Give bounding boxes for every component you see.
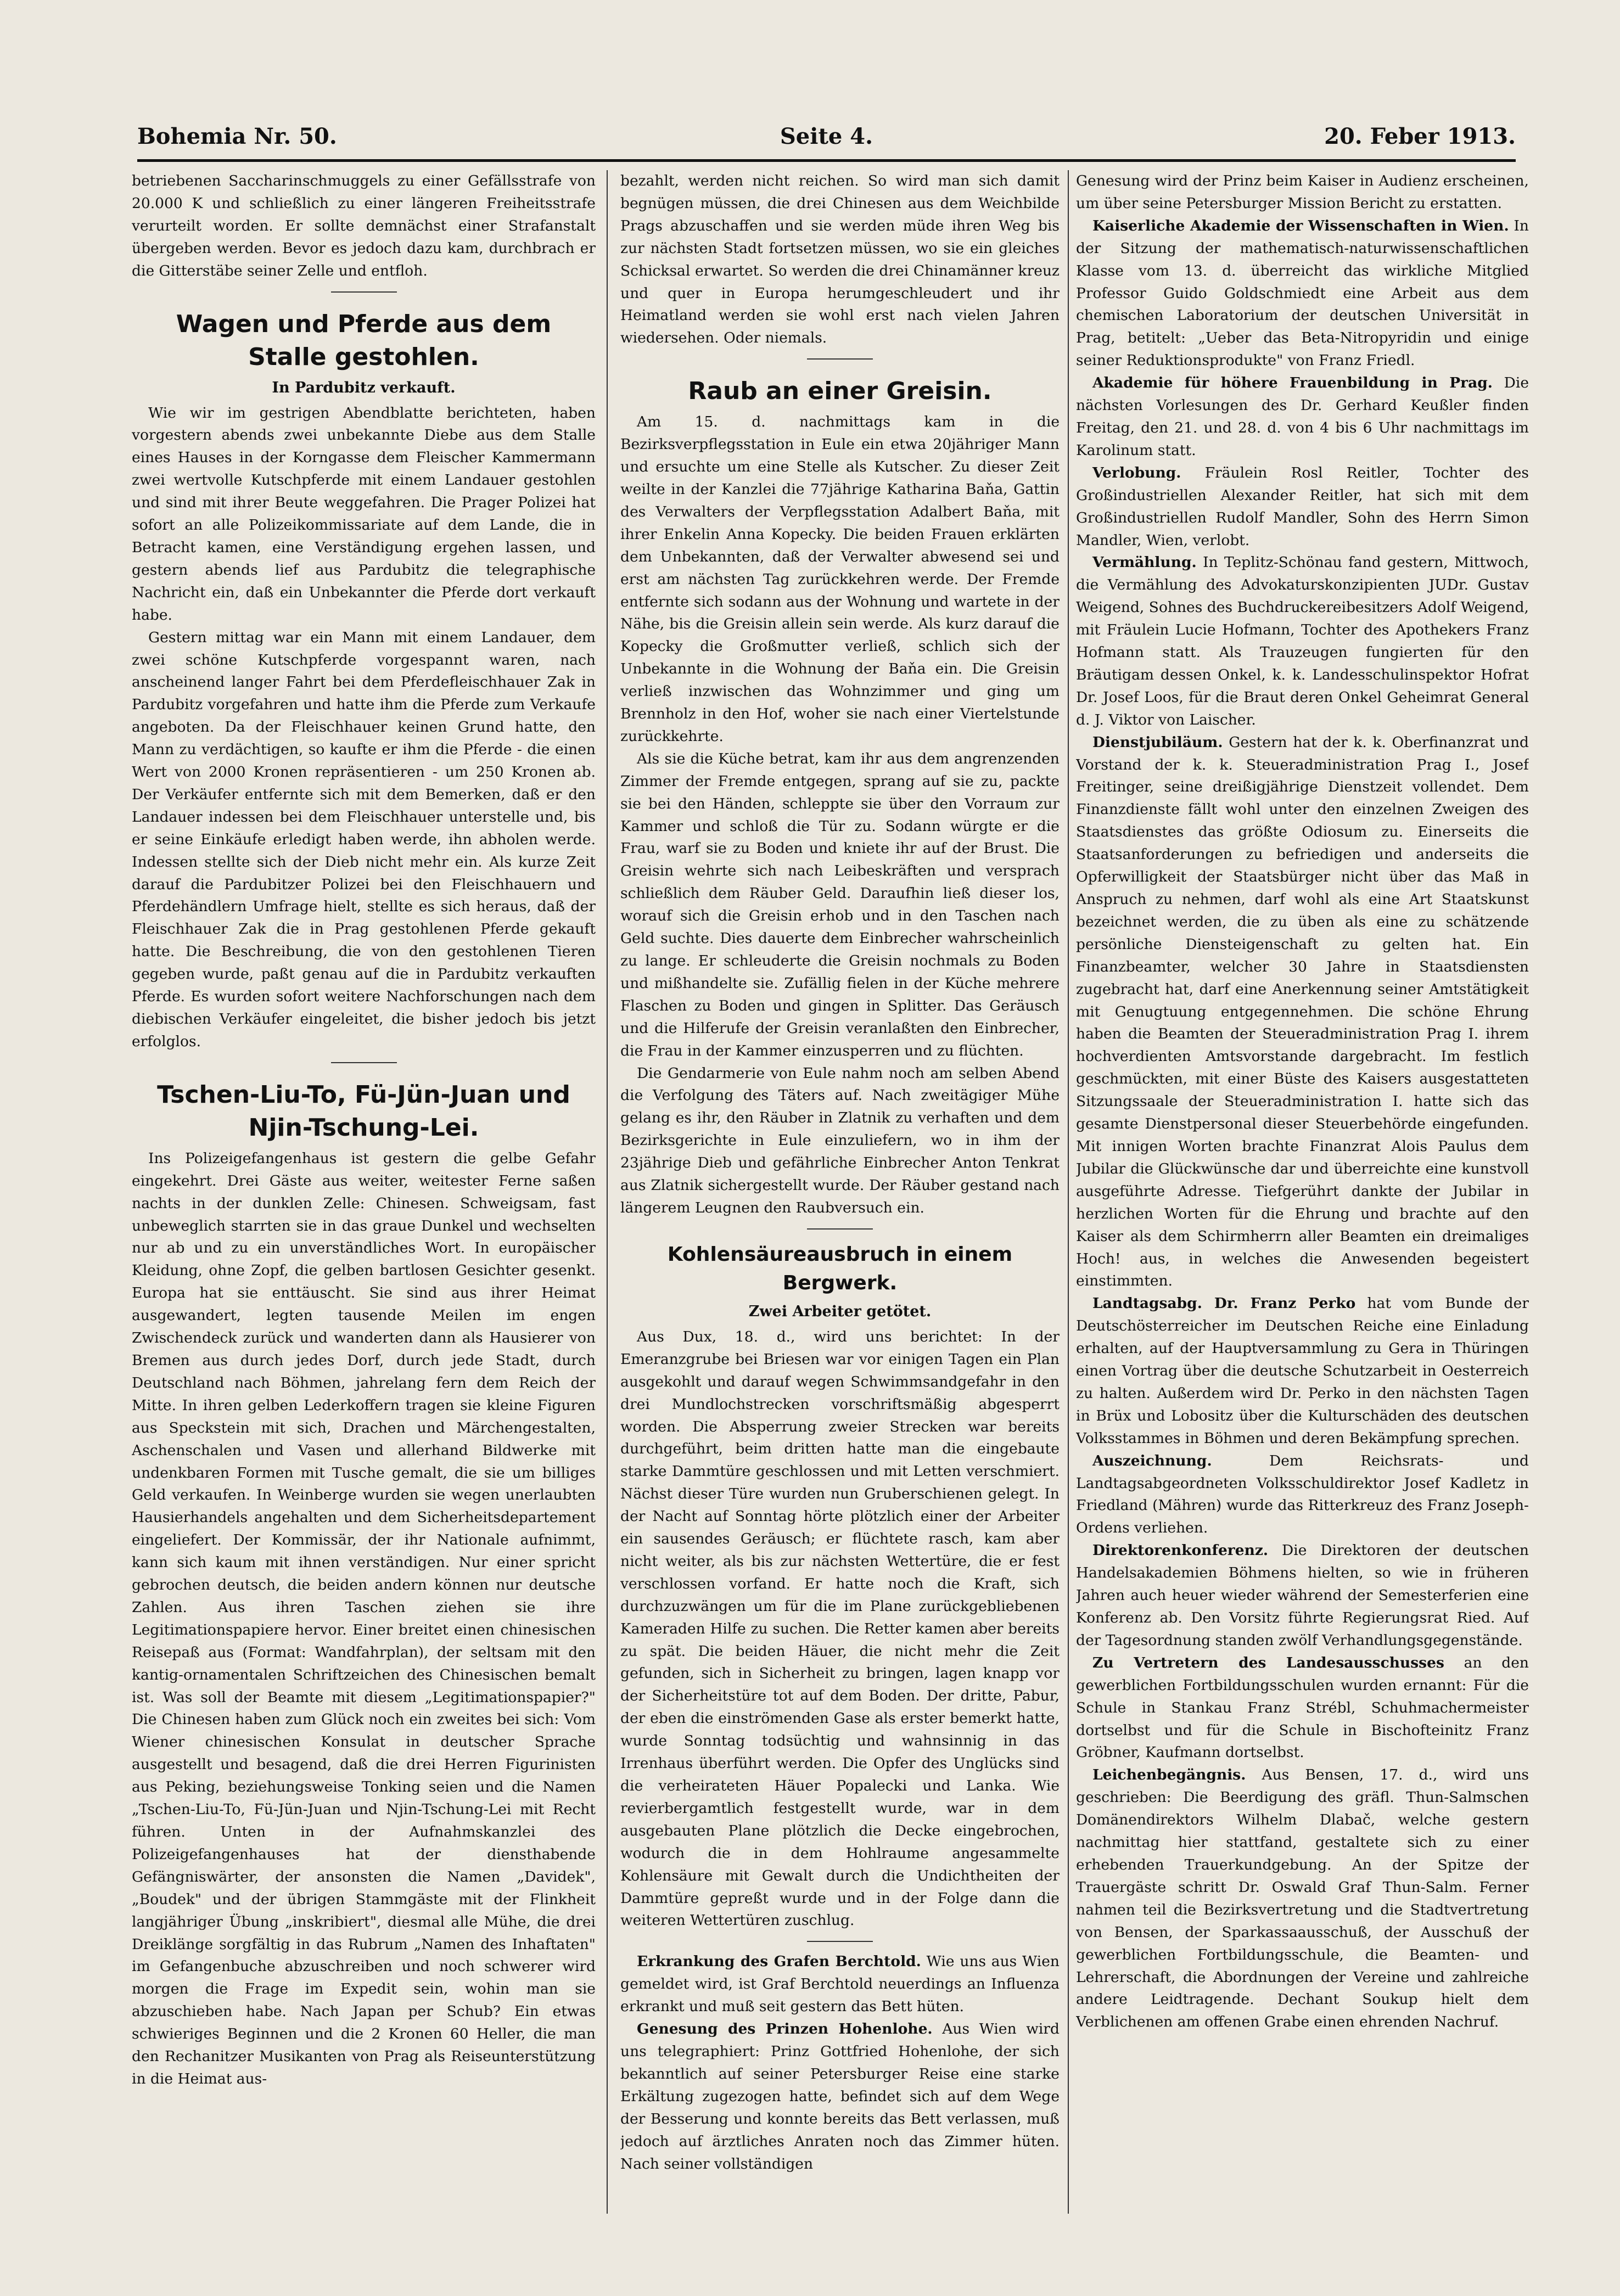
page-number: Seite 4. xyxy=(780,123,873,149)
news-item xyxy=(620,2018,1060,2175)
article-continuation: Genesung wird der Prinz beim Kaiser in Audienz erscheinen, um über seine Petersburger Mission Bericht zu erstatten. xyxy=(1076,172,1529,212)
article-separator xyxy=(807,1228,873,1230)
news-item-lead: Verlobung. xyxy=(1092,464,1181,481)
header-rule xyxy=(137,159,1516,162)
news-item-text: Dem Reichsrats- und Landtagsabgeordneten Volksschuldirektor Josef Kadletz in Friedland (Mähren) wurde das Ritterkreuz des Franz Joseph-Ordens verliehen. xyxy=(1076,1452,1529,1537)
column-3 xyxy=(1076,170,1529,2214)
news-item xyxy=(1076,552,1529,731)
article-continuation: betriebenen Saccharinschmuggels zu einer Gefällsstrafe von 20.000 K und schließlich zu einer längeren Freiheitsstrafe verurteilt worden. Er sollte demnächst einer Strafanstalt übergeben werden. Bevor es jedoch dazu kam, durchbrach er die Gitterstäbe seiner Zelle und entfloh. xyxy=(132,172,596,279)
news-item-text: hat vom Bunde der Deutschösterreicher im Deutschen Reiche eine Einladung erhalten, auf der Hauptversammlung zu Gera in Thüringen einen Vortrag über die deutsche Schutzarbeit in Oesterreich zu halten. Außerdem wird Dr. Perko in den nächsten Tagen in Brüx und Lobositz über die Kulturschäden des deutschen Volksstammes in Böhmen und deren Bekämpfung sprechen. xyxy=(1076,1295,1529,1447)
article-headline: Kohlensäureausbruch in einem Bergwerk. xyxy=(667,1243,1013,1294)
news-item xyxy=(1076,1450,1529,1540)
article-paragraph: Am 15. d. nachmittags kam in die Bezirksverpflegsstation in Eule ein etwa 20jähriger Mann und ersuchte um eine Stelle als Kutscher. Zu dieser Zeit weilte in der Kanzlei die 77jährige Katharina Baňa, Gattin des Verwalters der Verpflegsstation Adalbert Baňa, mit ihrer Enkelin Anna Kopecky. Die beiden Frauen erklärten dem Unbekannten, daß der Verwalter abwesend sei und erst am nächsten Tag zurückkehren werde. Der Fremde entfernte sich sodann aus der Wohnung und wartete in der Nähe, bis die Greisin allein sein werde. Als kurz darauf die Kopecky die Großmutter verließ, schlich sich der Unbekannte in die Wohnung der Baňa ein. Die Greisin verließ inzwischen das Wohnzimmer und ging um Brennholz in den Hof, woher sie nach einer Viertelstunde zurückkehrte. xyxy=(620,413,1060,745)
news-item-lead: Genesung des Prinzen Hohenlohe. xyxy=(637,2020,933,2038)
article-headline: Tschen-Liu-To, Fü-Jün-Juan und Njin-Tschung-Lei. xyxy=(157,1080,570,1142)
news-item-lead: Direktorenkonferenz. xyxy=(1092,1542,1269,1559)
article-subheadline: In Pardubitz verkauft. xyxy=(272,379,456,396)
news-item-lead: Landtagsabg. Dr. Franz Perko xyxy=(1092,1295,1356,1312)
news-item-text: Die Direktoren der deutschen Handelsakademien Böhmens hielten, so wie in früheren Jahren auch heuer wieder während der Semesterferien eine Konferenz ab. Den Vorsitz führte Regierungsrat Ried. Auf der Tagesordnung standen zwölf Verhandlungsgegenstände. xyxy=(1076,1542,1529,1649)
news-item-lead: Auszeichnung. xyxy=(1092,1452,1212,1469)
article-separator xyxy=(331,1062,397,1063)
article-separator xyxy=(807,1941,873,1942)
news-item-lead: Leichenbegängnis. xyxy=(1092,1766,1246,1784)
article-paragraph: Die Gendarmerie von Eule nahm noch am selben Abend die Verfolgung des Täters auf. Nach zweitägiger Mühe gelang es ihr, den Räuber in Zlatnik zu verhaften und dem Bezirksgerichte in Eule einzuliefern, wo in ihm der 23jährige Dieb und gefährliche Einbrecher Anton Tenkrat aus Zlatnik sichergestellt wurde. Der Räuber gestand nach längerem Leugnen den Raubversuch ein. xyxy=(620,1064,1060,1216)
article-paragraph: Wie wir im gestrigen Abendblatte berichteten, haben vorgestern abends zwei unbekannte Diebe aus dem Stalle eines Hauses in der Korngasse dem Fleischer Kammermann zwei wertvolle Kutschpferde mit einem Landauer gestohlen und sind mit ihrer Beute weggefahren. Die Prager Polizei hat sofort an alle Polizeikommissariate auf dem Lande, die in Betracht kamen, eine Verständigung ergehen lassen, und gestern abends lief aus Pardubitz die telegraphische Nachricht ein, daß ein Unbekannter die Pferde dort verkauft habe. xyxy=(132,404,596,624)
newspaper-issue: Bohemia Nr. 50. xyxy=(137,123,337,149)
news-item-lead: Vermählung. xyxy=(1092,554,1197,571)
news-item xyxy=(1076,1540,1529,1652)
news-item-lead: Dienstjubiläum. xyxy=(1092,733,1223,751)
article-headline: Wagen und Pferde aus dem Stalle gestohlen. xyxy=(176,310,552,371)
issue-date: 20. Feber 1913. xyxy=(1324,123,1516,149)
article-subheadline: Zwei Arbeiter getötet. xyxy=(748,1303,932,1320)
news-item-text: Fräulein Rosl Reitler, Tochter des Großindustriellen Alexander Reitler, hat sich mit dem Großindustriellen Rudolf Mandler, Sohn des Herrn Simon Mandler, Wien, verlobt. xyxy=(1076,464,1529,549)
news-item-text: an den gewerblichen Fortbildungsschulen wurden ernannt: Für die Schule in Stankau Franz Strébl, Schuhmachermeister dortselbst und für die Schule in Bischofteinitz Franz Gröbner, Kaufmann dortselbst. xyxy=(1076,1654,1529,1761)
page-header xyxy=(137,123,1516,162)
news-item-text: Aus Bensen, 17. d., wird uns geschrieben: Die Beerdigung des gräfl. Thun-Salmschen Domänendirektors Wilhelm Dlabač, welche gestern nachmittag hier stattfand, gestaltete sich zu einer erhebenden Trauerkundgebung. An der Spitze der Trauergäste schritt Dr. Oswald Graf Thun-Salm. Ferner nahmen teil die Bezirksvertretung und die Stadtvertretung von Bensen, der Sparkassaausschuß, der Ausschuß der gewerblichen Fortbildungsschule, die Beamten- und Lehrerschaft, die Abordnungen der Vereine und zahlreiche andere Leidtragende. Dechant Soukup hielt dem Verblichenen am offenen Grabe einen ehrenden Nachruf. xyxy=(1076,1766,1529,2031)
news-item-text: Aus Wien wird uns telegraphiert: Prinz Gottfried Hohenlohe, der sich bekanntlich auf seiner Petersburger Reise eine starke Erkältung zugezogen hatte, befindet sich auf dem Wege der Besserung und konnte bereits das Bett verlassen, muß jedoch auf ärztliches Anraten noch das Zimmer hüten. Nach seiner vollständigen xyxy=(620,2020,1060,2173)
column-divider xyxy=(1068,170,1069,2214)
news-item-lead: Zu Vertretern des Landesausschusses xyxy=(1092,1654,1444,1671)
news-item xyxy=(1076,462,1529,552)
news-item-text: In der Sitzung der mathematisch-naturwissenschaftlichen Klasse vom 13. d. überreicht das wirkliche Mitglied Professor Guido Goldschmiedt eine Arbeit aus dem chemischen Laboratorium der deutschen Universität in Prag, betitelt: „Ueber das Beta-Nitropyridin und einige seiner Reduktionsprodukte" von Franz Friedl. xyxy=(1076,217,1529,369)
news-item xyxy=(1076,1652,1529,1765)
news-item-text: Die nächsten Vorlesungen des Dr. Gerhard Keußler finden Freitag, den 21. und 28. d. von 4 bis 6 Uhr nachmittags im Karolinum statt. xyxy=(1076,374,1529,459)
news-item xyxy=(1076,372,1529,462)
article-paragraph: Aus Dux, 18. d., wird uns berichtet: In der Emeranzgrube bei Briesen war vor einigen Tagen ein Plan ausgekohlt und darauf wegen Schwimmsandgefahr in den drei Mundlochstrecken vorschriftsmäßig abgesperrt worden. Die Absperrung zweier Strecken war bereits durchgeführt, beim dritten hatte man die eingebaute starke Dammtüre geschlossen und mit Letten verschmiert. Nächst dieser Türe wurden nun Gruberschienen gelegt. In der Nacht auf Sonntag hörte plötzlich einer der Arbeiter ein sausendes Geräusch; er flüchtete rasch, kam aber nicht weiter, als bis zur nächsten Wettertüre, die er fest verschlossen vorfand. Er hatte noch die Kraft, sich durchzuzwängen um für die im Plane zurückgebliebenen Kameraden Hilfe zu suchen. Die Retter kamen aber bereits zu spät. Die beiden Häuer, die nicht mehr die Zeit gefunden, sich in Sicherheit zu bringen, lagen knapp vor der Sicherheitstüre tot auf dem Boden. Der dritte, Pabur, der eben die einströmenden Gase als erster bemerkt hatte, wurde Sonntag todsüchtig und wahnsinnig in das Irrenhaus überführt werden. Die Opfer des Unglücks sind die verheirateten Häuer Popalecki und Lanka. Wie revierbergamtlich festgestellt wurde, war in dem ausgebauten Plane plötzlich die Decke eingebrochen, wodurch die in dem Hohlraume angesammelte Kohlensäure mit Gewalt durch die Undichtheiten der Dammtüre gepreßt wurde und in der Folge dann die weiteren Wettertüren zuschlug. xyxy=(620,1328,1060,1929)
news-item xyxy=(620,1951,1060,2018)
article-separator xyxy=(807,358,873,360)
article-continuation: bezahlt, werden nicht reichen. So wird man sich damit begnügen müssen, die drei Chinesen aus dem Weichbilde Prags abzuschaffen und sie werden müde ihren Weg bis zur nächsten Stadt fortsetzen müssen, wo sie ein gleiches Schicksal erwartet. So werden die drei Chinamänner kreuz und quer in Europa herumgeschleudert und ihr Heimatland werden sie wohl erst nach vielen Jahren wiedersehen. Oder niemals. xyxy=(620,172,1060,347)
news-item-lead: Kaiserliche Akademie der Wissenschaften in Wien. xyxy=(1092,217,1509,234)
article-paragraph: Als sie die Küche betrat, kam ihr aus dem angrenzenden Zimmer der Fremde entgegen, sprang auf sie zu, packte sie bei den Händen, schleppte sie über den Vorraum zur Kammer und schloß die Tür zu. Sodann würgte er die Frau, warf sie zu Boden und kniete ihr auf der Brust. Die Greisin wehrte sich nach Leibeskräften und versprach schließlich dem Räuber Geld. Daraufhin ließ dieser los, worauf sich die Greisin erhob und in den Taschen nach Geld suchte. Dies dauerte dem Einbrecher wahrscheinlich zu lange. Er schleuderte die Greisin nochmals zu Boden und mißhandelte sie. Zufällig fielen in der Küche mehrere Flaschen zu Boden und gingen in Splitter. Das Geräusch und die Hilferufe der Greisin veranlaßten den Einbrecher, die Frau in der Kammer einzusperren und zu flüchten. xyxy=(620,750,1060,1059)
news-item xyxy=(1076,732,1529,1293)
news-item-text: Wie uns aus Wien gemeldet wird, ist Graf Berchtold neuerdings an Influenza erkrankt und muß seit gestern das Bett hüten. xyxy=(620,1953,1060,2016)
news-item-lead: Akademie für höhere Frauenbildung in Prag. xyxy=(1092,374,1493,392)
news-item-text: In Teplitz-Schönau fand gestern, Mittwoch, die Vermählung des Advokaturskonzipienten JUDr. Gustav Weigend, Sohnes des Buchdruckereibesitzers Adolf Weigend, mit Fräulein Lucie Hofmann, Tochter des Apothekers Franz Hofmann statt. Als Trauzeugen fungierten für den Bräutigam dessen Onkel, k. k. Landesschulinspektor Hofrat Dr. Josef Loos, für die Braut deren Onkel Geheimrat General d. J. Viktor von Laischer. xyxy=(1076,554,1529,728)
article-headline: Raub an einer Greisin. xyxy=(688,377,992,406)
article-paragraph: Gestern mittag war ein Mann mit einem Landauer, dem zwei schöne Kutschpferde vorgespannt waren, nach anscheinend langer Fahrt bei dem Pferdefleischhauer Zak in Pardubitz vorgefahren und hatte ihm die Pferde zum Verkaufe angeboten. Da der Fleischhauer keinen Grund hatte, den Mann zu verdächtigen, so kaufte er ihm die Pferde - die einen Wert von 2000 Kronen repräsentieren - um 250 Kronen ab. Der Verkäufer entfernte sich mit dem Bemerken, daß er den Landauer indessen bei dem Fleischhauer unterstelle und, bis er seine Einkäufe erledigt haben werde, ihn abholen werde. Indessen stellte sich der Dieb nicht mehr ein. Als kurze Zeit darauf die Pardubitzer Polizei bei den Fleischhauern und Pferdehändlern Umfrage hielt, stellte es sich heraus, daß der Fleischhauer Zak die in Prag gestohlenen Pferde gekauft hatte. Die Beschreibung, die von den gestohlenen Tieren gegeben wurde, paßt genau auf die in Pardubitz verkauften Pferde. Es wurden sofort weitere Nachforschungen nach dem diebischen Verkäufer eingeleitet, die bisher jedoch bis jetzt erfolglos. xyxy=(132,628,596,1050)
column-1 xyxy=(132,170,596,2214)
news-item xyxy=(1076,1764,1529,2034)
news-item-lead: Erkrankung des Grafen Berchtold. xyxy=(637,1953,921,1971)
news-item xyxy=(1076,1293,1529,1450)
news-item xyxy=(1076,215,1529,372)
news-item-text: Gestern hat der k. k. Oberfinanzrat und Vorstand der k. k. Steueradministration Prag I., Josef Freitinger, seine dreißigjährige Dienstzeit vollendet. Dem Finanzdienste fällt wohl unter den einzelnen Zweigen des Staatsdienstes das größte Odiosum zu. Einerseits die Staatsanforderungen zu befriedigen und anderseits die Opferwilligkeit der Staatsbürger nicht über das Maß in Anspruch zu nehmen, darf wohl als eine Art Staatskunst bezeichnet werden, die zu üben als eine zu schätzende persönliche Diensteigenschaft zu gelten hat. Ein Finanzbeamter, welcher 30 Jahre in Staatsdiensten zugebracht hat, darf eine Anerkennung seiner Amtstätigkeit mit Genugtuung entgegennehmen. Die schöne Ehrung haben die Beamten der Steueradministration Prag I. ihrem hochverdienten Amtsvorstande dargebracht. Im festlich geschmückten, mit einer Büste des Kaisers ausgestatteten Sitzungssaale der Steueradministration I. hatte sich das gesamte Dienstpersonal dieser Steuerbehörde eingefunden. Mit innigen Worten brachte Finanzrat Alois Paulus dem Jubilar die Glückwünsche dar und überreichte eine kunstvoll ausgeführte Adresse. Tiefgerührt dankte der Jubilar in herzlichen Worten für die Ehrung und brachte auf den Kaiser als dem Schirmherrn aller Beamten ein dreimaliges Hoch! aus, in welches die Anwesenden begeistert einstimmten. xyxy=(1076,733,1529,1290)
column-2 xyxy=(620,170,1060,2214)
article-separator xyxy=(331,291,397,293)
column-divider xyxy=(607,170,608,2214)
article-paragraph: Ins Polizeigefangenhaus ist gestern die gelbe Gefahr eingekehrt. Drei Gäste aus weiter, weitester Ferne saßen nachts in der dunklen Zelle: Chinesen. Schweigsam, fast unbeweglich starrten sie in das graue Dunkel und wechselten nur ab und zu ein unverständliches Wort. In europäischer Kleidung, ohne Zopf, die gelben bartlosen Gesichter gesenkt. Europa hat sie enttäuscht. Sie sind aus ihrer Heimat ausgewandert, legten tausende Meilen im engen Zwischendeck zurück und wanderten dann als Hausierer von Bremen aus durch jedes Dorf, durch jede Stadt, durch Deutschland nach Böhmen, jahrelang fern dem Reich der Mitte. In ihren gelben Lederkoffern tragen sie kleine Figuren aus Speckstein mit sich, Drachen und Märchengestalten, Aschenschalen und Vasen und allerhand Bildwerke mit undenkbaren Formen mit Tusche gemalt, die sie um billiges Geld verkaufen. In Weinberge wurden sie wegen unerlaubten Hausierhandels angehalten und dem Sicherheitsdepartement eingeliefert. Der Kommissär, der ihr Nationale aufnimmt, kann sich kaum mit ihnen verständigen. Nur einer spricht gebrochen deutsch, die beiden andern können nur deutsche Zahlen. Aus ihren Taschen ziehen sie ihre Legitimationspapiere hervor. Einer breitet einen chinesischen Reisepaß aus (Format: Wandfahrplan), der seltsam mit den kantig-ornamentalen Schriftzeichen des Chinesischen bemalt ist. Was soll der Beamte mit diesem „Legitimationspapier?" Die Chinesen haben zum Glück noch ein zweites bei sich: Vom Wiener chinesischen Konsulat in deutscher Sprache ausgestellt und besagend, daß die drei Herren Figurinisten aus Peking, beziehungsweise Tonking seien und die Namen „Tschen-Liu-To, Fü-Jün-Juan und Njin-Tschung-Lei mit Recht führen. Unten in der Aufnahmskanzlei des Polizeigefangenhauses hat der diensthabende Gefängniswärter, der ansonsten die Namen „Davidek", „Boudek" und der übrigen Stammgäste mit der Flinkheit langjähriger Übung „inskribiert", diesmal alle Mühe, die drei Dreiklänge sorgfältig in das Rubrum „Namen des Inhaftaten" im Gefangenbuche abzuschreiben und noch schwerer wird morgen die Frage im Expedit sein, wohin man sie abzuschieben habe. Nach Japan per Schub? Ein etwas schwieriges Beginnen und die 2 Kronen 60 Heller, die man den Rechanitzer Musikanten von Prag als Reiseunterstützung in die Heimat aus- xyxy=(132,1149,596,2087)
